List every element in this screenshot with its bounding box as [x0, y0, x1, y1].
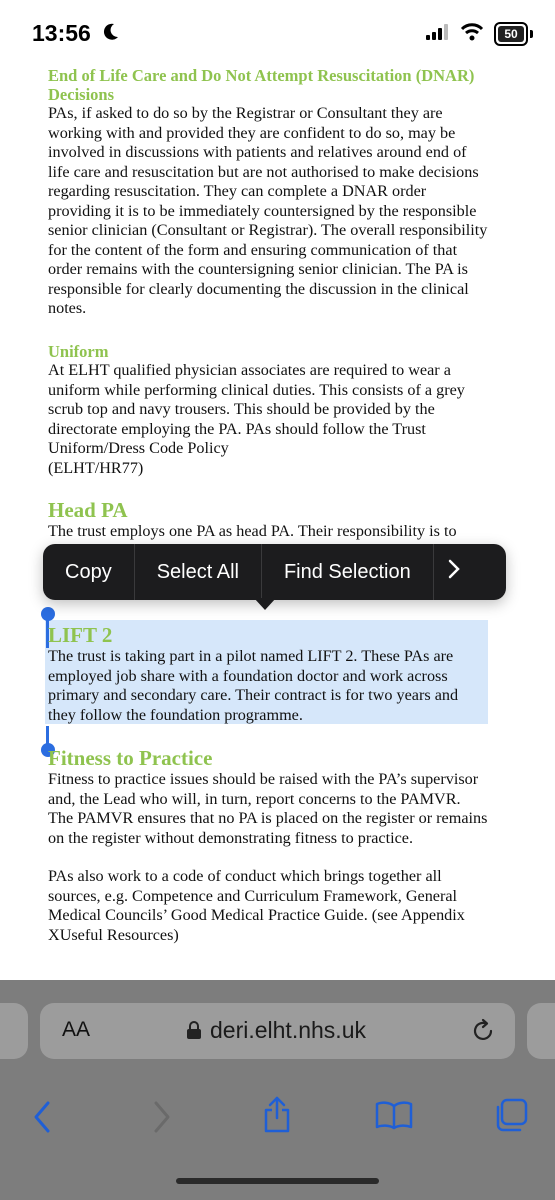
status-icons — [426, 22, 533, 46]
section-heading: Fitness to Practice — [48, 746, 213, 770]
status-time — [32, 20, 119, 47]
more-menu-item[interactable] — [434, 544, 474, 600]
context-menu-pointer — [254, 598, 276, 610]
section-body: The trust employs one PA as head PA. Their responsibility is to — [48, 522, 457, 540]
chevron-right-icon — [448, 559, 460, 585]
find-selection-menu-item[interactable]: Find Selection — [262, 544, 434, 600]
next-tab-edge[interactable] — [527, 1003, 555, 1059]
section-body: At ELHT qualified physician associates are required to wear a uniform while performing clinical duties. This consists of a grey scrub top and navy trousers. This should be provided by the directorate employing the PA. PAs should follow the Trust Uniform/Dress Code Policy — [48, 361, 465, 457]
section-fitness — [48, 746, 488, 945]
status-bar — [0, 0, 555, 70]
section-lift2 — [48, 623, 488, 725]
previous-tab-edge[interactable] — [0, 1003, 28, 1059]
section-uniform — [48, 342, 488, 478]
section-body-2: PAs also work to a code of conduct which brings together all sources, e.g. Competence and Curriculum Framework, General Medical Councils’ Good Medical Practice Guide. (see Appendix XUseful Resources) — [48, 867, 465, 944]
section-dnar — [48, 66, 488, 319]
moon-icon — [103, 20, 119, 47]
wifi-icon — [460, 23, 484, 46]
browser-nav — [0, 1100, 555, 1140]
section-head-pa — [48, 498, 488, 542]
context-menu — [43, 544, 506, 600]
lock-icon — [186, 1020, 202, 1045]
battery-level: 50 — [498, 26, 524, 42]
section-body: The trust is taking part in a pilot named LIFT 2. These PAs are employed job share with a foundation doctor and work across primary and secondary care. Their contract is for two years and they follow the foundation programme. — [48, 647, 459, 724]
copy-menu-item[interactable]: Copy — [43, 544, 135, 600]
battery-nub — [530, 30, 533, 38]
reload-icon[interactable] — [471, 1017, 495, 1048]
battery-icon — [494, 22, 528, 46]
section-body: Fitness to practice issues should be raised with the PA’s supervisor and, the Lead who will, in turn, report concerns to the PAMVR. The PAMVR ensures that no PA is placed on the register or remains on the register without demonstrating fitness to practice. — [48, 770, 488, 847]
forward-icon[interactable] — [152, 1100, 172, 1139]
section-reference: (ELHT/HR77) — [48, 458, 144, 477]
select-all-menu-item[interactable]: Select All — [135, 544, 262, 600]
section-body: PAs, if asked to do so by the Registrar or Consultant they are working with and provided they are confident to do so, may be involved in discussions with patients and relatives around end of life care and resuscitation but are not authorised to make decisions regarding resuscitation. They can complete a DNAR order providing it is to be immediately countersigned by the responsible senior clinician (Consultant or Registrar). The overall responsibility for the content of the form and ensuring communication of that order remains with the countersigning senior clinician. The PA is responsible for clearly documenting the discussion in the clinical notes. — [48, 104, 488, 317]
section-heading: LIFT 2 — [48, 623, 113, 647]
section-heading: Head PA — [48, 498, 128, 522]
signal-icon — [426, 24, 450, 45]
section-heading: Uniform — [48, 342, 109, 361]
bookmarks-icon[interactable] — [375, 1100, 413, 1135]
share-icon[interactable] — [262, 1096, 292, 1139]
clock: 13:56 — [32, 20, 91, 46]
reader-options-button[interactable]: AA — [62, 1018, 91, 1041]
section-heading: End of Life Care and Do Not Attempt Resuscitation (DNAR) Decisions — [48, 66, 475, 104]
tabs-icon[interactable] — [494, 1098, 528, 1137]
address-bar[interactable] — [40, 1003, 515, 1059]
back-icon[interactable] — [32, 1100, 52, 1139]
url-text[interactable]: deri.elht.nhs.uk — [210, 1017, 366, 1043]
home-indicator — [176, 1178, 379, 1184]
